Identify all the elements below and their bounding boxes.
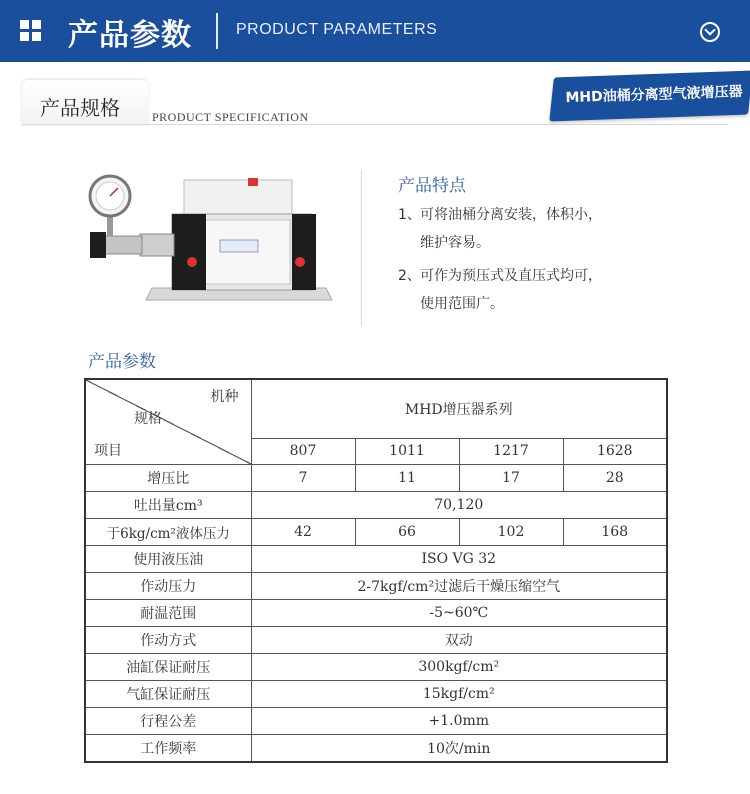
- section-divider: [22, 124, 728, 125]
- table-row: 作动压力 2-7kgf/cm²过滤后干燥压缩空气: [85, 573, 667, 600]
- table-row: 行程公差 +1.0mm: [85, 708, 667, 735]
- chevron-down-circle-icon[interactable]: [700, 22, 720, 42]
- table-row: 于6kg/cm²液体压力 42 66 102 168: [85, 519, 667, 546]
- model-cell: 1011: [355, 438, 459, 464]
- params-title: 产品参数: [88, 352, 156, 372]
- page-subtitle: PRODUCT PARAMETERS: [236, 21, 438, 38]
- table-row: 工作频率 10次/min: [85, 735, 667, 762]
- page-title: 产品参数: [68, 18, 192, 53]
- product-banner-text: MHD油桶分离型气液增压器: [565, 83, 743, 107]
- table-corner-cell: 机种 规格 项目: [85, 379, 251, 465]
- vertical-divider: [361, 170, 362, 326]
- spec-title: 产品规格: [40, 96, 120, 120]
- spec-subtitle: PRODUCT SPECIFICATION: [152, 110, 309, 124]
- model-cell: 1628: [563, 438, 667, 464]
- model-cell: 1217: [459, 438, 563, 464]
- table-row: 耐温范围 -5~60℃: [85, 600, 667, 627]
- table-row: 作动方式 双动: [85, 627, 667, 654]
- feature-item: 2、可作为预压式及直压式均可， 使用范围广。: [398, 268, 602, 312]
- params-table: [84, 378, 668, 763]
- series-header: MHD增压器系列: [251, 379, 667, 438]
- table-row: 增压比 7 11 17 28: [85, 465, 667, 492]
- table-row: 气缸保证耐压 15kgf/cm²: [85, 681, 667, 708]
- features-title: 产品特点: [398, 176, 466, 196]
- grid-icon[interactable]: [20, 20, 42, 42]
- table-row: 油缸保证耐压 300kgf/cm²: [85, 654, 667, 681]
- model-cell: 807: [251, 438, 355, 464]
- top-header-bar: [0, 0, 750, 62]
- feature-item: 1、可将油桶分离安装，体积小， 维护容易。: [398, 207, 602, 251]
- table-row: 吐出量cm³ 70,120: [85, 492, 667, 519]
- table-row: 使用液压油 ISO VG 32: [85, 546, 667, 573]
- product-image: [80, 170, 340, 320]
- header-divider: [216, 13, 218, 49]
